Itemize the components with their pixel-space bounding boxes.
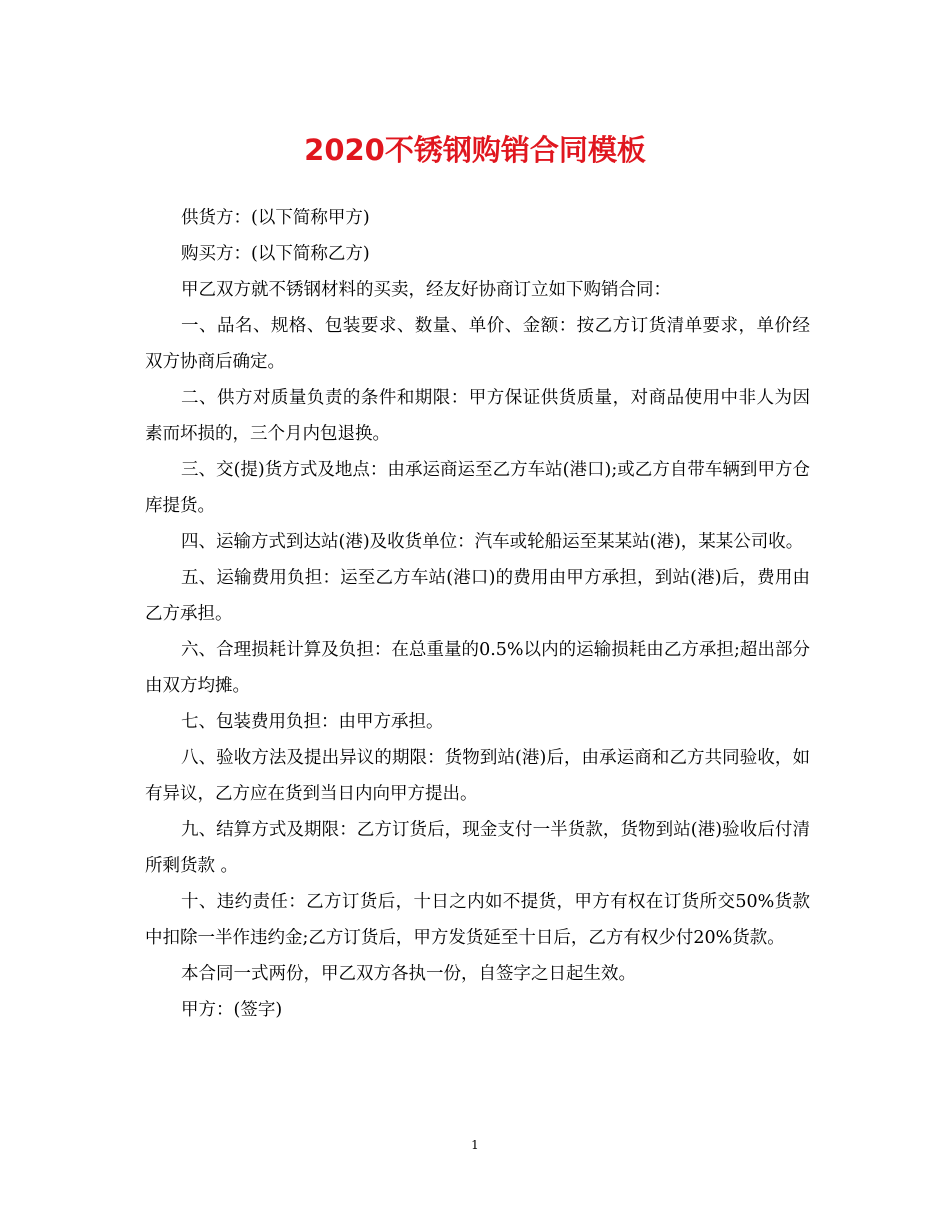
paragraph-effect: 本合同一式两份，甲乙双方各执一份，自签字之日起生效。 (181, 964, 636, 984)
document-title: 2020不锈钢购销合同模板 (304, 133, 646, 167)
clause-8: 八、验收方法及提出异议的期限：货物到站(港)后，由承运商和乙方共同验收，如有异议，乙方应在货到当日内向甲方提出。 (145, 748, 810, 804)
document-body (145, 200, 810, 1028)
clause-9: 九、结算方式及期限：乙方订货后，现金支付一半货款，货物到站(港)验收后付清所剩货款 。 (145, 820, 810, 876)
paragraph-supplier: 供货方：(以下简称甲方) (181, 208, 370, 228)
paragraph-buyer: 购买方：(以下简称乙方) (181, 244, 370, 264)
clause-1: 一、品名、规格、包装要求、数量、单价、金额：按乙方订货清单要求，单价经双方协商后确定。 (145, 316, 810, 372)
clause-4: 四、运输方式到达站(港)及收货单位：汽车或轮船运至某某站(港)，某某公司收。 (181, 532, 804, 552)
clause-2: 二、供方对质量负责的条件和期限：甲方保证供货质量，对商品使用中非人为因素而坏损的，三个月内包退换。 (145, 388, 810, 444)
clause-5: 五、运输费用负担：运至乙方车站(港口)的费用由甲方承担，到站(港)后，费用由乙方承担。 (145, 568, 810, 624)
clause-3: 三、交(提)货方式及地点：由承运商运至乙方车站(港口);或乙方自带车辆到甲方仓库提货。 (145, 460, 810, 516)
clause-7: 七、包装费用负担：由甲方承担。 (181, 712, 444, 732)
signature-party-a: 甲方：(签字) (181, 1000, 283, 1020)
paragraph-preamble: 甲乙双方就不锈钢材料的买卖，经友好协商订立如下购销合同： (181, 280, 671, 300)
clause-10: 十、违约责任：乙方订货后，十日之内如不提货，甲方有权在订货所交50%货款中扣除一半作违约金;乙方订货后，甲方发货延至十日后，乙方有权少付20%货款。 (145, 892, 810, 948)
page-number: 1 (471, 1138, 479, 1152)
clause-6: 六、合理损耗计算及负担：在总重量的0.5%以内的运输损耗由乙方承担;超出部分由双方均摊。 (145, 640, 810, 696)
